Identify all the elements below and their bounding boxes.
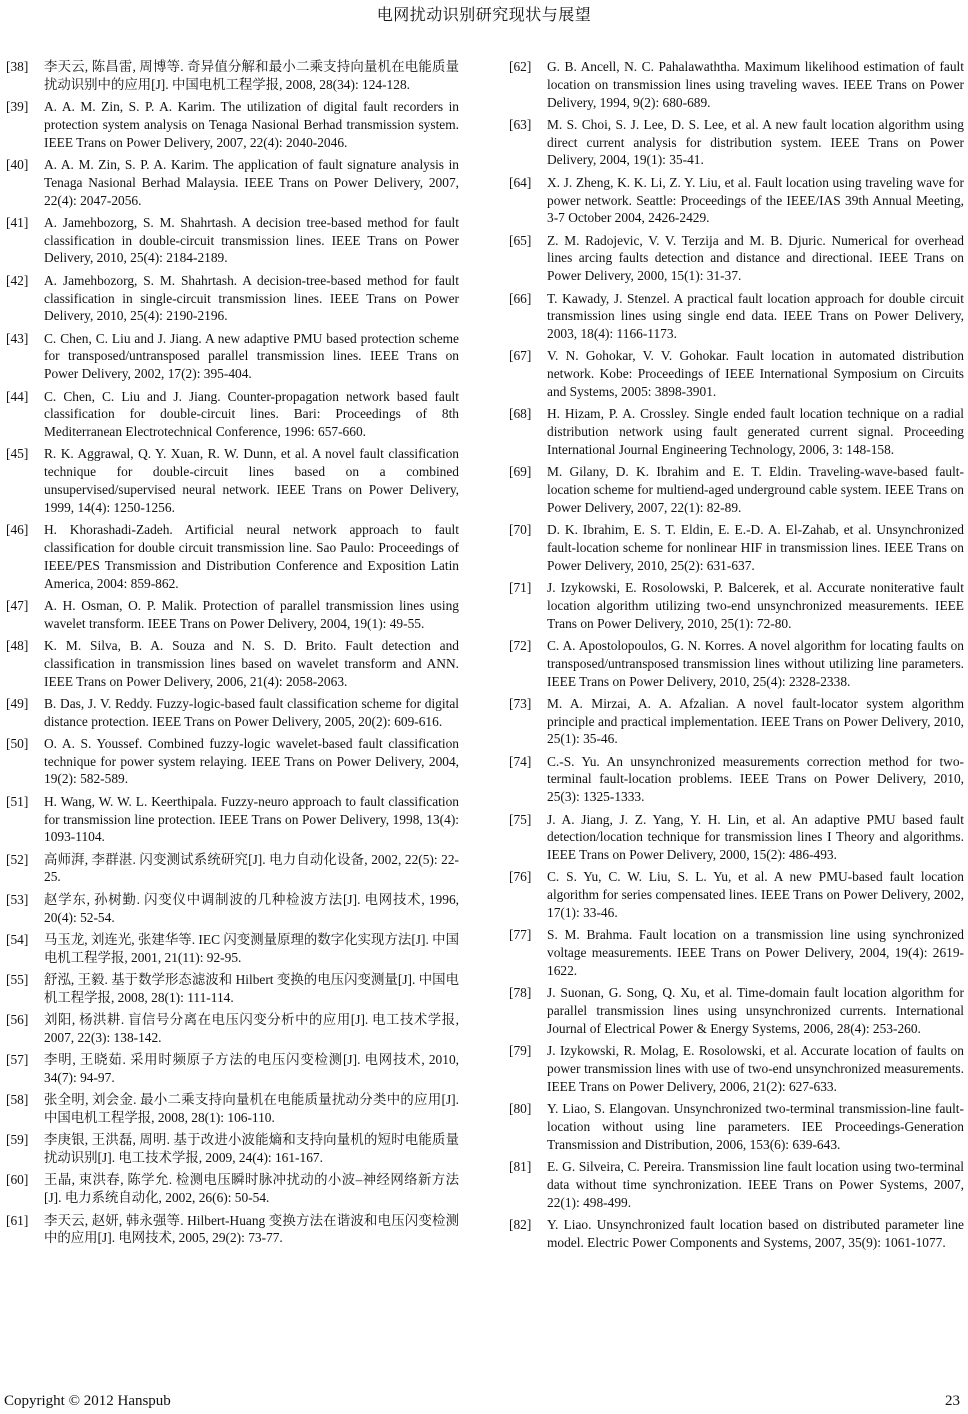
reference-text: G. B. Ancell, N. C. Pahalawaththa. Maximum likelihood estimation of fault location on transmission lines using traveling waves. IEEE Trans on Power Delivery, 1994, 9(2): 680-689. [547,59,964,110]
reference-entry [6,1011,459,1047]
reference-number: [81] [509,1158,532,1174]
reference-number: [82] [509,1216,532,1232]
reference-entry [509,1158,964,1211]
reference-number: [72] [509,637,532,653]
reference-number: [61] [6,1212,29,1228]
reference-entry [6,445,459,516]
reference-number: [77] [509,927,532,943]
reference-text: Y. Liao. Unsynchronized fault location based on distributed parameter line model. Electric Power Components and Systems, 2007, 35(9): 1061-1077. [547,1216,964,1250]
reference-number: [44] [6,388,29,404]
reference-text: M. Gilany, D. K. Ibrahim and E. T. Eldin. Traveling-wave-based fault-location scheme for multiend-aged underground cable system. IEEE Trans on Power Delivery, 2007, 22(1): 82-89. [547,464,964,515]
reference-number: [49] [6,695,29,711]
reference-text: E. G. Silveira, C. Pereira. Transmission line fault location using two-terminal data without time synchronization. IEEE Trans on Power Systems, 2007, 22(1): 498-499. [547,1158,964,1210]
reference-number: [40] [6,156,29,172]
reference-number: [50] [6,735,29,751]
reference-text: J. Izykowski, R. Molag, E. Rosolowski, et al. Accurate location of faults on power transmission lines with use of two-end unsynchronized measurements. IEEE Trans on Power Delivery, 2006, 21(2): 627-633. [547,1043,964,1094]
reference-entry [509,174,964,227]
reference-text: S. M. Brahma. Fault location on a transmission line using synchronized voltage measurements. IEEE Trans on Power Delivery, 2004, 19(4): 2619-1622. [547,927,964,978]
reference-entry [6,388,459,441]
reference-number: [73] [509,695,532,711]
reference-text: 马玉龙, 刘连光, 张建华等. IEC 闪变测量原理的数字化实现方法[J]. 中国电机工程学报, 2001, 21(11): 92-95. [44,931,459,965]
reference-text: A. H. Osman, O. P. Malik. Protection of parallel transmission lines using wavelet transform. IEEE Trans on Power Delivery, 2004, 19(1): 49-55. [44,597,459,631]
reference-text: R. K. Aggrawal, Q. Y. Xuan, R. W. Dunn, et al. A novel fault classification technique for double-circuit lines based on a combined unsupervised/supervised neural network. IEEE Trans on Power Delivery, 1999, 14(4): 1250-1256. [44,446,459,515]
reference-entry [509,637,964,690]
reference-entry [509,232,964,285]
reference-text: Z. M. Radojevic, V. V. Terzija and M. B. Djuric. Numerical for overhead lines arcing faults detection and distance and directional. IEEE Trans on Power Delivery, 2000, 15(1): 31-37. [547,232,964,284]
reference-number: [59] [6,1132,29,1148]
reference-number: [46] [6,522,29,538]
reference-entry [6,1051,459,1087]
reference-text: C. Chen, C. Liu and J. Jiang. Counter-propagation network based fault classification for double-circuit lines. Bari: Proceedings of 8th Mediterranean Electrotechnical Conference, 1996: 657-660. [44,388,459,440]
reference-number: [71] [509,580,532,596]
reference-entry [509,58,964,111]
reference-number: [41] [6,214,29,230]
reference-entry [509,1216,964,1252]
reference-text: 刘阳, 杨洪耕. 盲信号分离在电压闪变分析中的应用[J]. 电工技术学报, 2007, 22(3): 138-142. [44,1012,459,1045]
reference-number: [55] [6,971,29,987]
reference-text: O. A. S. Youssef. Combined fuzzy-logic wavelet-based fault classification technique for power system relaying. IEEE Trans on Power Delivery, 2004, 19(2): 582-589. [44,735,459,787]
reference-entry [509,463,964,516]
reference-entry [6,1212,459,1248]
reference-number: [63] [509,116,532,132]
reference-number: [38] [6,59,29,74]
reference-number: [76] [509,869,532,885]
reference-number: [56] [6,1012,29,1028]
reference-entry [6,793,459,846]
reference-text: 张全明, 刘会金. 最小二乘支持向量机在电能质量扰动分类中的应用[J]. 中国电机工程学报, 2008, 28(1): 106-110. [44,1092,459,1126]
reference-entry [6,1091,459,1127]
reference-entry [6,931,459,967]
reference-entry [6,597,459,633]
reference-entry [509,695,964,748]
reference-number: [75] [509,811,532,827]
reference-number: [64] [509,174,532,190]
reference-text: A. A. M. Zin, S. P. A. Karim. The application of fault signature analysis in Tenaga Nasional Berhad Malaysia. IEEE Trans on Power Delivery, 2007, 22(4): 2047-2056. [44,156,459,208]
reference-text: A. A. M. Zin, S. P. A. Karim. The utilization of digital fault recorders in protection system analysis on Tenaga Nasional Berhad transmission system. IEEE Trans on Power Delivery, 2007, 22(4): 2040-2046. [44,99,459,150]
reference-entry [6,98,459,151]
reference-text: K. M. Silva, B. A. Souza and N. S. D. Brito. Fault detection and classification in transmission lines based on wavelet transform and ANN. IEEE Trans on Power Delivery, 2006, 21(4): 2058-2063. [44,637,459,689]
reference-column-left [6,58,459,1252]
reference-number: [43] [6,330,29,346]
reference-number: [51] [6,793,29,809]
reference-number: [69] [509,464,532,480]
reference-number: [58] [6,1092,29,1108]
reference-entry [6,851,459,887]
reference-entry [509,1100,964,1153]
reference-text: A. Jamehbozorg, S. M. Shahrtash. A decision-tree-based method for fault classification in single-circuit transmission lines. IEEE Trans on Power Delivery, 2010, 25(4): 2190-2196. [44,272,459,324]
reference-text: D. K. Ibrahim, E. S. T. Eldin, E. E.-D. A. El-Zahab, et al. Unsynchronized fault-location scheme for nonlinear HIF in transmission lines. IEEE Trans on Power Delivery, 2010, 25(2): 631-637. [547,522,964,573]
reference-entry [509,290,964,343]
reference-entry [509,1042,964,1095]
reference-entry [6,521,459,592]
reference-text: C.-S. Yu. An unsynchronized measurements correction method for two-terminal fault-location problems. IEEE Trans on Power Delivery, 2010, 25(3): 1325-1333. [547,753,964,805]
reference-number: [54] [6,931,29,947]
reference-number: [52] [6,851,29,867]
reference-number: [57] [6,1052,29,1068]
reference-entry [509,811,964,864]
reference-text: H. Hizam, P. A. Crossley. Single ended fault location technique on a radial distribution network using fault generated current signal. Proceeding International Journal Engineering Technology, 2006, 3: 148-158. [547,406,964,457]
reference-number: [80] [509,1101,532,1117]
reference-entry [509,984,964,1037]
reference-entry [509,753,964,806]
copyright-notice: Copyright © 2012 Hanspub [4,1393,171,1409]
reference-text: C. Chen, C. Liu and J. Jiang. A new adaptive PMU based protection scheme for transposed/untransposed parallel transmission lines. IEEE Trans on Power Delivery, 2002, 17(2): 395-404. [44,330,459,382]
reference-column-right [509,58,964,1256]
reference-text: T. Kawady, J. Stenzel. A practical fault location approach for double circuit transmission lines using single end data. IEEE Trans on Power Delivery, 2003, 18(4): 1166-1173. [547,290,964,342]
reference-entry [6,156,459,209]
reference-entry [6,971,459,1007]
reference-number: [68] [509,406,532,422]
reference-text: J. Izykowski, E. Rosolowski, P. Balcerek, et al. Accurate noniterative fault location algorithm utilizing two-end unsynchronized measurements. IEEE Trans on Power Delivery, 2010, 25(1): 72-80. [547,580,964,631]
reference-entry [509,521,964,574]
reference-entry [6,214,459,267]
reference-text: Y. Liao, S. Elangovan. Unsynchronized two-terminal transmission-line fault-location without using line parameters. IEE Proceedings-Generation Transmission and Distribution, 2006, 153(6): 639-643. [547,1101,964,1152]
reference-entry [6,1171,459,1207]
reference-text: J. Suonan, G. Song, Q. Xu, et al. Time-domain fault location algorithm for parallel transmission lines using unsynchronized currents. International Journal of Electrical Power & Energy Systems, 2006, 28(4): 253-260. [547,985,964,1036]
reference-text: 王晶, 束洪春, 陈学允. 检测电压瞬时脉冲扰动的小波–神经网络新方法[J]. 电力系统自动化, 2002, 26(6): 50-54. [44,1172,459,1206]
reference-entry [6,695,459,731]
reference-number: [60] [6,1172,29,1188]
page-number: 23 [945,1393,960,1409]
reference-number: [74] [509,753,532,769]
reference-text: H. Khorashadi-Zadeh. Artificial neural network approach to fault classification for double circuit transmission line. Sao Paulo: Proceedings of IEEE/PES Transmission and Distribution Conference and Exposition Latin America, 2004: 859-862. [44,522,459,591]
reference-number: [79] [509,1043,532,1059]
reference-text: M. A. Mirzai, A. A. Afzalian. A novel fault-locator system algorithm principle and practical implementation. IEEE Trans on Power Delivery, 2010, 25(1): 35-46. [547,695,964,747]
reference-text: 赵学东, 孙树勤. 闪变仪中调制波的几种检波方法[J]. 电网技术, 1996, 20(4): 52-54. [44,891,459,925]
reference-entry [6,272,459,325]
reference-entry [6,637,459,690]
reference-entry [509,405,964,458]
reference-number: [65] [509,232,532,248]
reference-entry [6,58,459,94]
reference-text: V. N. Gohokar, V. V. Gohokar. Fault location in automated distribution network. Kobe: Proceedings of IEEE International Symposium on Circuits and Systems, 2005: 3898-3901. [547,348,964,400]
reference-number: [48] [6,637,29,653]
reference-text: A. Jamehbozorg, S. M. Shahrtash. A decision tree-based method for fault classification in double-circuit transmission lines. IEEE Trans on Power Delivery, 2010, 25(4): 2184-2189. [44,214,459,266]
reference-number: [42] [6,272,29,288]
reference-text: 高师湃, 李群湛. 闪变测试系统研究[J]. 电力自动化设备, 2002, 22(5): 22-25. [44,851,459,885]
reference-entry [6,891,459,927]
reference-entry [509,347,964,400]
reference-number: [78] [509,985,532,1001]
reference-text: 李天云, 陈昌雷, 周博等. 奇异值分解和最小二乘支持向量机在电能质量扰动识别中的应用[J]. 中国电机工程学报, 2008, 28(34): 124-128. [44,59,459,92]
reference-text: M. S. Choi, S. J. Lee, D. S. Lee, et al. A new fault location algorithm using direct current analysis for distribution system. IEEE Trans on Power Delivery, 2004, 19(1): 35-41. [547,116,964,168]
reference-number: [70] [509,522,532,538]
reference-number: [62] [509,59,532,74]
reference-number: [45] [6,446,29,462]
running-header: 电网扰动识别研究现状与展望 [376,5,592,24]
reference-entry [6,735,459,788]
reference-entry [6,330,459,383]
reference-entry [509,116,964,169]
reference-text: 舒泓, 王毅. 基于数学形态滤波和 Hilbert 变换的电压闪变测量[J]. 中国电机工程学报, 2008, 28(1): 111-114. [44,971,459,1005]
reference-number: [67] [509,348,532,364]
reference-text: 李庚银, 王洪磊, 周明. 基于改进小波能熵和支持向量机的短时电能质量扰动识别[J]. 电工技术学报, 2009, 24(4): 161-167. [44,1132,459,1166]
reference-number: [53] [6,891,29,907]
reference-text: 李明, 王晓茹. 采用时频原子方法的电压闪变检测[J]. 电网技术, 2010, 34(7): 94-97. [44,1052,459,1085]
reference-text: X. J. Zheng, K. K. Li, Z. Y. Liu, et al. Fault location using traveling wave for power network. Seattle: Proceedings of the IEEE/IAS 39th Annual Meeting, 3-7 October 2004, 2426-2429. [547,174,964,226]
reference-text: C. A. Apostolopoulos, G. N. Korres. A novel algorithm for locating faults on transposed/untransposed transmission lines without utilizing line parameters. IEEE Trans on Power Delivery, 2010, 25(4): 2328-2338. [547,637,964,689]
reference-number: [66] [509,290,532,306]
reference-text: B. Das, J. V. Reddy. Fuzzy-logic-based fault classification scheme for digital distance protection. IEEE Trans on Power Delivery, 2005, 20(2): 609-616. [44,695,459,729]
reference-entry [509,868,964,921]
reference-text: J. A. Jiang, J. Z. Yang, Y. H. Lin, et al. An adaptive PMU based fault detection/location technique for transmission lines I Theory and algorithms. IEEE Trans on Power Delivery, 2000, 15(2): 486-493. [547,811,964,863]
reference-entry [509,926,964,979]
reference-text: H. Wang, W. W. L. Keerthipala. Fuzzy-neuro approach to fault classification for transmission line protection. IEEE Trans on Power Delivery, 1998, 13(4): 1093-1104. [44,793,459,845]
reference-entry [509,579,964,632]
reference-text: 李天云, 赵妍, 韩永强等. Hilbert-Huang 变换方法在谐波和电压闪变检测中的应用[J]. 电网技术, 2005, 29(2): 73-77. [44,1212,459,1246]
reference-text: C. S. Yu, C. W. Liu, S. L. Yu, et al. A new PMU-based fault location algorithm for series compensated lines. IEEE Trans on Power Delivery, 2002, 17(1): 33-46. [547,869,964,921]
reference-number: [47] [6,597,29,613]
reference-entry [6,1131,459,1167]
reference-number: [39] [6,99,29,115]
